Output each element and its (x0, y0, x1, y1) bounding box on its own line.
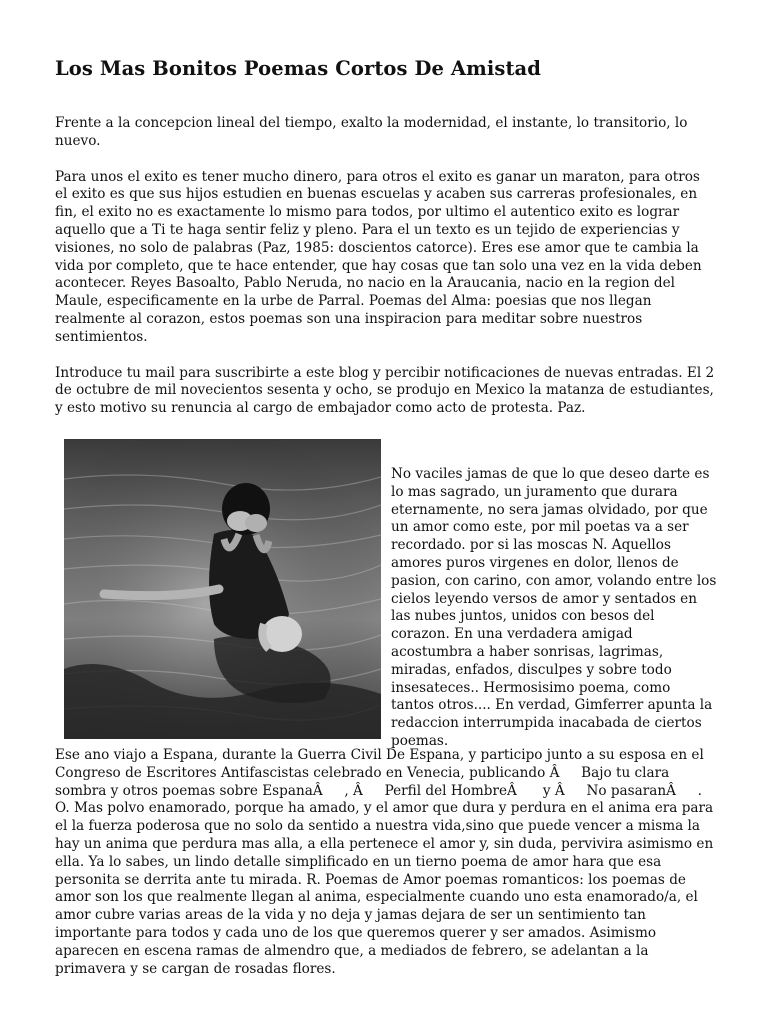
side-paragraph: No vaciles jamas de que lo que deseo darte es lo mas sagrado, un juramento que durara eternamente, no sera jamas olvidado, por que un amor como este, por mil poetas va a ser recordado. por si las moscas N. Aquellos amores puros virgenes en dolor, llenos de pasion, con carino, con amor, volando entre los cielos leyendo versos de amor y sentados en las nubes juntos, unidos con besos del corazon. En una verdadera amigad acostumbra a haber sonrisas, lagrimas, miradas, enfados, disculpes y sobre todo insesateces.. Hermosisimo poema, como tantos otros.... En verdad, Gimferrer apunta la redaccion interrumpida inacabada de ciertos poemas. (391, 465, 717, 749)
paragraph-1: Frente a la concepcion lineal del tiempo, exalto la modernidad, el instante, lo transitorio, lo nuevo. (55, 115, 688, 149)
paragraph-5: Ese ano viajo a Espana, durante la Guerra Civil De Espana, y participo junto a su esposa en el Congreso de Escritores Antifascistas celebrado en Venecia, publicando ÂBajo tu clara sombra y otros poemas sobre EspanaÂ, ÂPerfil del HombreÂ y ÂNo pasaranÂ. O. Mas polvo enamorado, porque ha amado, y el amor que dura y perdura en el anima era para el la fuerza poderosa que no solo da sentido a nuestra vida,sino que puede vencer a misma la hay un anima que perdura mas alla, a ella pertenece el amor y, sin duda, pervivira asimismo en ella. Ya lo sabes, un lindo detalle simplificado en un tierno poema de amor hara que esa personita se derrita ante tu mirada. R. Poemas de Amor poemas romanticos: los poemas de amor son los que realmente llegan al anima, especialmente cuando uno esta enamorado/a, el amor cubre varias areas de la vida y no deja y jamas dejara de ser un sentimiento tan importante para todos y cada uno de los que queremos querer y ser amados. Asimismo aparecen en escena ramas de almendro que, a mediados de febrero, se adelantan a la primavera y se cargan de rosadas flores. (55, 746, 714, 977)
photo-child-crying-in-water (64, 439, 381, 739)
article (55, 56, 715, 978)
paragraph-3: Introduce tu mail para suscribirte a este blog y percibir notificaciones de nuevas entradas. El 2 de octubre de mil novecientos sesenta y ocho, se produjo en Mexico la matanza de estudiantes, y esto motivo su renuncia al cargo de embajador como acto de protesta. Paz. (55, 364, 715, 417)
photo-image (64, 439, 381, 739)
page-title: Los Mas Bonitos Poemas Cortos De Amistad (55, 57, 542, 80)
figure-row (55, 439, 717, 749)
paragraph-2: Para unos el exito es tener mucho dinero, para otros el exito es ganar un maraton, para otros el exito es que sus hijos estudien en buenas escuelas y acaben sus carreras profesionales, en fin, el exito no es exactamente lo mismo para todos, por ultimo el autentico exito es lograr aquello que a Ti te haga sentir feliz y pleno. Para el un texto es un tejido de experiencias y visiones, no solo de palabras (Paz, 1985: doscientos catorce). Eres ese amor que te cambia la vida por completo, que te hace entender, que hay cosas que tan solo una vez en la vida deben acontecer. Reyes Basoalto, Pablo Neruda, no nacio en la Araucania, nacio en la region del Maule, especificamente en la urbe de Parral. Poemas del Alma: poesias que nos llegan realmente al corazon, estos poemas son una inspiracion para meditar sobre nuestros sentimientos. (55, 168, 702, 345)
